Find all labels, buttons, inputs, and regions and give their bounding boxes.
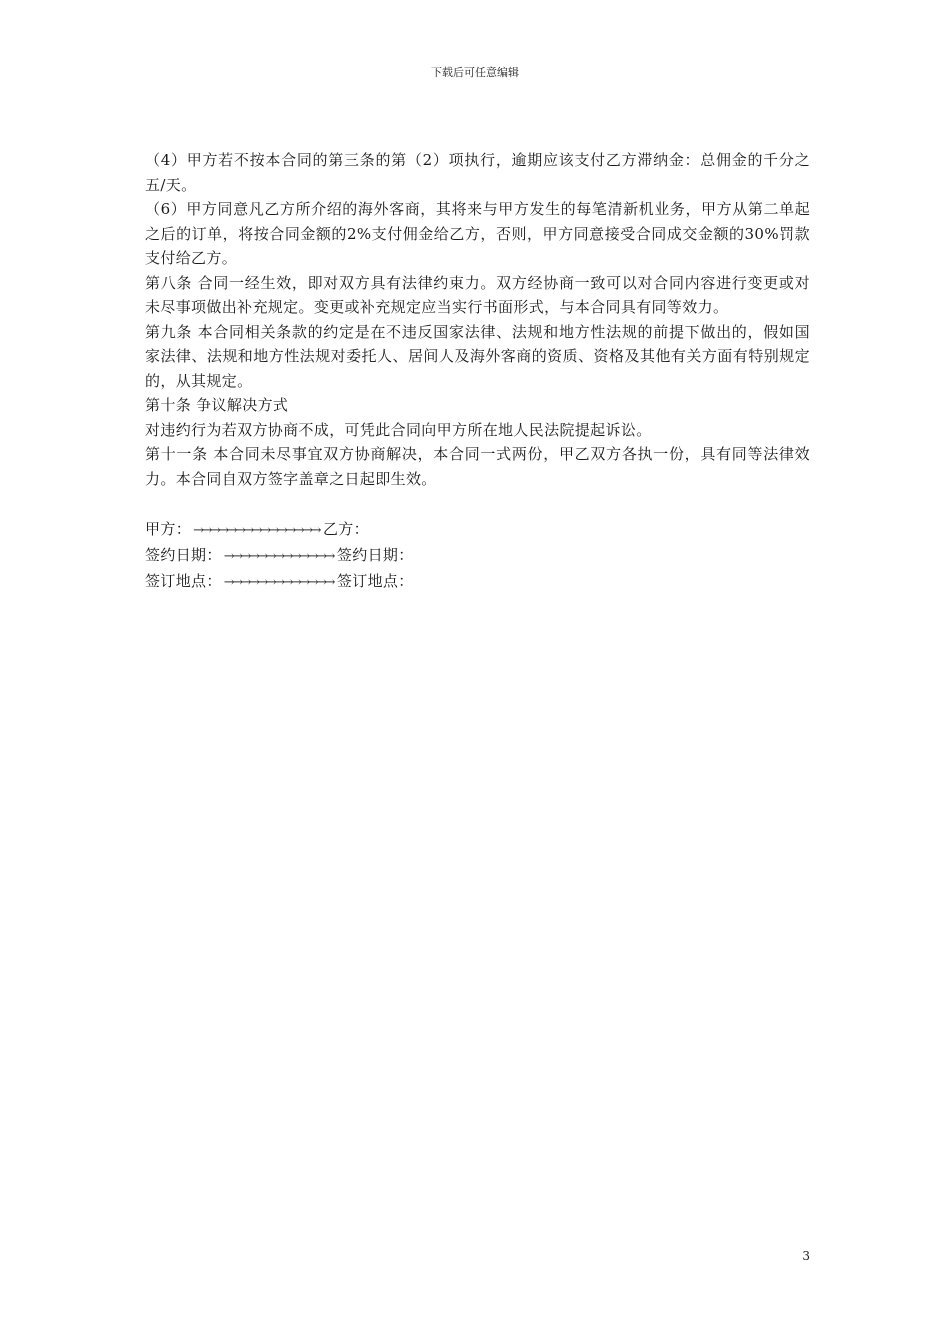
clause-paragraph: 对违约行为若双方协商不成，可凭此合同向甲方所在地人民法院提起诉讼。 (145, 420, 652, 439)
document-body (145, 148, 810, 594)
tab-leader: →→→→→→→→→→→→→ (223, 574, 333, 590)
clause-paragraph: 第九条 本合同相关条款的约定是在不违反国家法律、法规和地方性法规的前提下做出的，假如国家法律、法规和地方性法规对委托人、居间人及海外客商的资质、资格及其他有关方面有特别规定的，从其规定。 (145, 322, 810, 390)
clause-paragraph: （4）甲方若不按本合同的第三条的第（2）项执行，逾期应该支付乙方滞纳金：总佣金的千分之五/天。 (145, 151, 810, 194)
clause-paragraph: （6）甲方同意凡乙方所介绍的海外客商，其将来与甲方发生的每笔清新机业务，甲方从第二单起之后的订单，将按合同金额的2%支付佣金给乙方，否则，甲方同意接受合同成交金额的30%罚款支付给乙方。 (145, 200, 810, 267)
spacer (145, 491, 810, 516)
party-b-place-label: 签订地点： (336, 571, 414, 590)
signature-row-parties (145, 516, 810, 542)
party-a-label: 甲方： (145, 519, 192, 538)
signature-block (145, 516, 810, 594)
party-b-date-label: 签约日期： (336, 545, 414, 564)
page-header (0, 66, 950, 80)
header-text: 下载后可任意编辑 (431, 66, 519, 79)
party-a-date-label: 签约日期： (145, 545, 222, 564)
signature-row-place (145, 568, 810, 594)
party-b-label: 乙方： (322, 519, 370, 538)
page-number: 3 (802, 1249, 810, 1263)
tab-leader: →→→→→→→→→→→→→→→ (193, 522, 319, 538)
clause-paragraph: 第八条 合同一经生效，即对双方具有法律约束力。双方经协商一致可以对合同内容进行变更或对未尽事项做出补充规定。变更或补充规定应当实行书面形式，与本合同具有同等效力。 (145, 273, 810, 316)
clause-paragraph: 第十一条 本合同未尽事宜双方协商解决，本合同一式两份，甲乙双方各执一份，具有同等法律效力。本合同自双方签字盖章之日起即生效。 (145, 445, 810, 488)
signature-row-date (145, 542, 810, 568)
clause-heading: 第十条 争议解决方式 (145, 396, 289, 414)
party-a-place-label: 签订地点： (145, 571, 222, 590)
tab-leader: →→→→→→→→→→→→→ (223, 548, 333, 564)
